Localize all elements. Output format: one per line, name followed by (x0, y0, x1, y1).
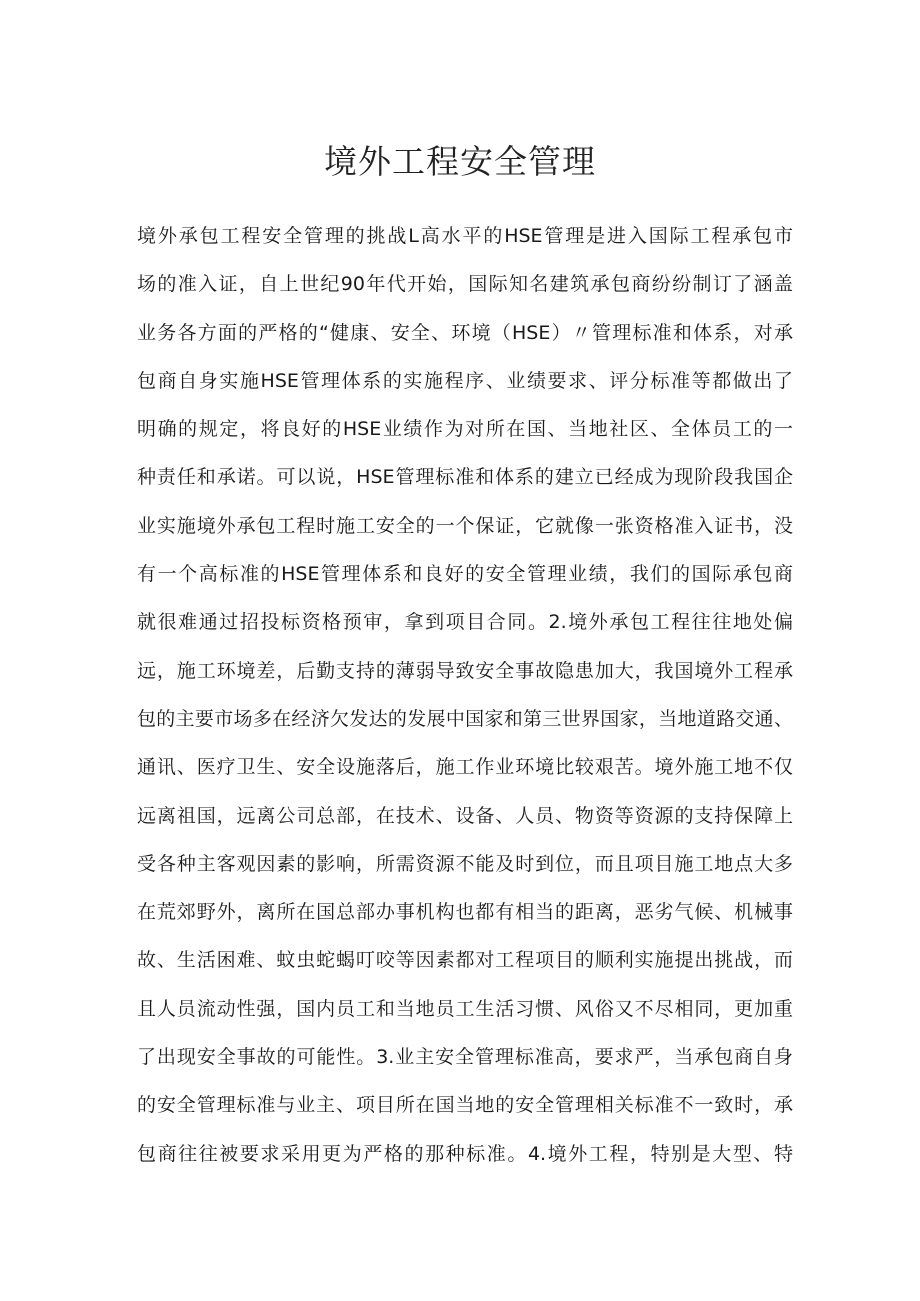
body-line: 就很难通过招投标资格预审，拿到项目合同。2.境外承包工程往往地处偏 (137, 611, 793, 634)
body-line: 的安全管理标准与业主、项目所在国当地的安全管理相关标准不一致时，承 (137, 1094, 793, 1117)
document-title: 境外工程安全管理 (324, 142, 596, 181)
body-line: 受各种主客观因素的影响，所需资源不能及时到位，而且项目施工地点大多 (137, 852, 793, 875)
body-line: 且人员流动性强，国内员工和当地员工生活习惯、风俗又不尽相同，更加重 (137, 997, 793, 1020)
body-line: 故、生活困难、蚊虫蛇蝎叮咬等因素都对工程项目的顺利实施提出挑战，而 (137, 949, 793, 972)
body-line: 远离祖国，远离公司总部，在技术、设备、人员、物资等资源的支持保障上 (137, 804, 793, 827)
body-line: 在荒郊野外，离所在国总部办事机构也都有相当的距离，恶劣气候、机械事 (137, 901, 793, 924)
body-line: 境外承包工程安全管理的挑战L高水平的HSE管理是进入国际工程承包市 (137, 225, 793, 247)
body-line: 包商自身实施HSE管理体系的实施程序、业绩要求、评分标准等都做出了 (137, 369, 793, 392)
body-line: 通讯、医疗卫生、安全设施落后，施工作业环境比较艰苦。境外施工地不仅 (137, 756, 793, 779)
body-line: 种责任和承诺。可以说，HSE管理标准和体系的建立已经成为现阶段我国企 (137, 466, 793, 489)
body-line: 明确的规定，将良好的HSE业绩作为对所在国、当地社区、全体员工的一 (137, 418, 793, 441)
body-line: 业务各方面的严格的“健康、安全、环境（HSE）〃管理标准和体系，对承 (137, 321, 793, 344)
body-line: 了出现安全事故的可能性。3.业主安全管理标准高，要求严，当承包商自身 (137, 1046, 793, 1069)
document-body (137, 218, 793, 1184)
body-line: 包的主要市场多在经济欠发达的发展中国家和第三世界国家，当地道路交通、 (137, 707, 793, 730)
body-line: 远，施工环境差，后勤支持的薄弱导致安全事故隐患加大，我国境外工程承 (137, 659, 793, 682)
body-line: 场的准入证，自上世纪90年代开始，国际知名建筑承包商纷纷制订了涵盖 (137, 273, 793, 296)
body-line: 有一个高标准的HSE管理体系和良好的安全管理业绩，我们的国际承包商 (137, 563, 793, 586)
body-line: 业实施境外承包工程时施工安全的一个保证，它就像一张资格准入证书，没 (137, 514, 793, 537)
body-line: 包商往往被要求采用更为严格的那种标准。4.境外工程，特别是大型、特 (137, 1142, 793, 1165)
